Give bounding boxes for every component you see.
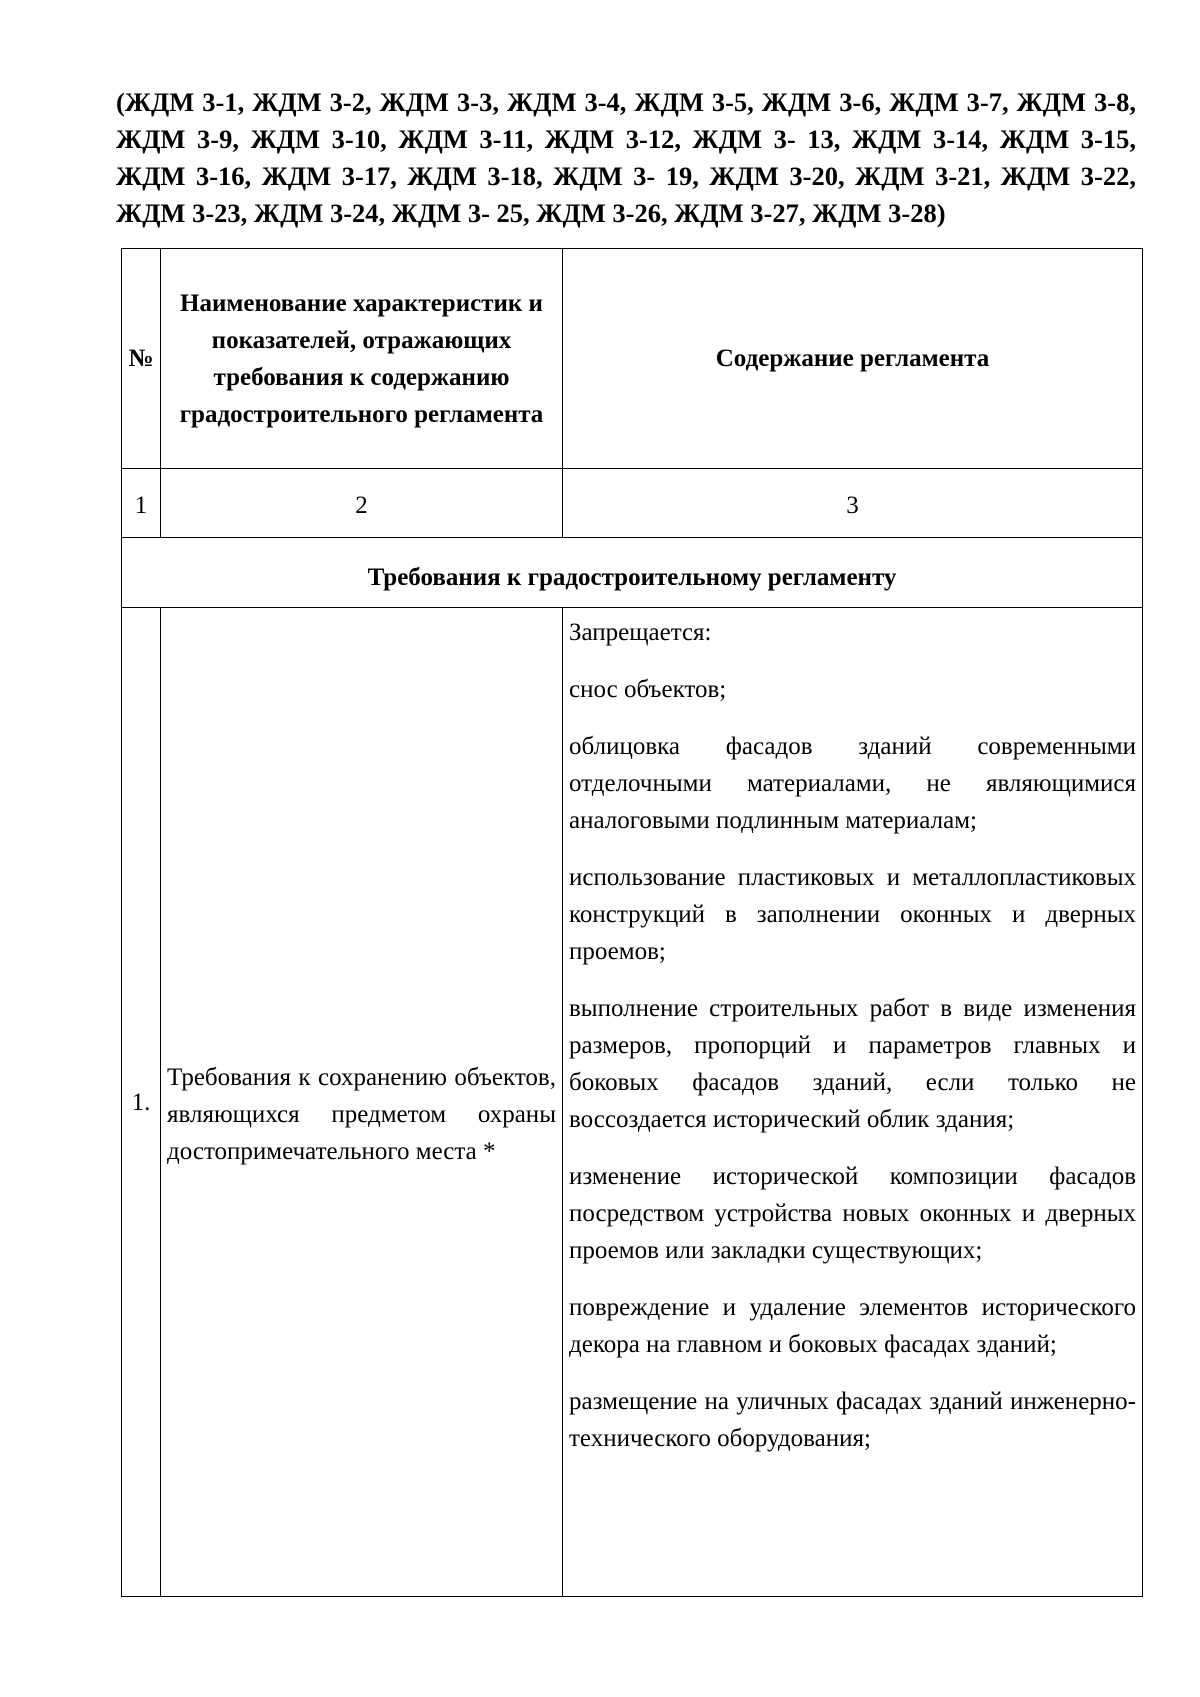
column-number-1: 1 bbox=[122, 469, 161, 538]
document-heading: (ЖДМ 3-1, ЖДМ 3-2, ЖДМ 3-3, ЖДМ 3-4, ЖДМ 3-5, ЖДМ 3-6, ЖДМ 3-7, ЖДМ 3-8, ЖДМ 3-9, ЖДМ 3-10, ЖДМ 3-11, ЖДМ 3-12, ЖДМ 3- 13, ЖДМ 3-14, ЖДМ 3-15, ЖДМ 3-16, ЖДМ 3-17, ЖДМ 3-18, ЖДМ 3- 19, ЖДМ 3-20, ЖДМ 3-21, ЖДМ 3-22, ЖДМ 3-23, ЖДМ 3-24, ЖДМ 3- 25, ЖДМ 3-26, ЖДМ 3-27, ЖДМ 3-28) bbox=[116, 87, 1136, 228]
list-item: использование пластиковых и металлопластиковых конструкций в заполнении оконных и дверных проемов; bbox=[569, 864, 1136, 965]
column-number-row bbox=[122, 469, 1143, 538]
table-row bbox=[122, 608, 1143, 1597]
column-number-3: 3 bbox=[563, 469, 1143, 538]
list-item: Запрещается: bbox=[569, 619, 712, 646]
row-characteristic-name: Требования к сохранению объектов, являющихся предметом охраны достопримечательного места * bbox=[161, 608, 563, 1597]
regulation-table bbox=[121, 248, 1143, 1597]
list-item: размещение на уличных фасадах зданий инженерно-технического оборудования; bbox=[569, 1388, 1136, 1452]
column-number-2: 2 bbox=[161, 469, 563, 538]
list-item: повреждение и удаление элементов исторического декора на главном и боковых фасадах зданий; bbox=[569, 1294, 1136, 1358]
row-number: 1. bbox=[122, 608, 161, 1597]
list-item: облицовка фасадов зданий современными отделочными материалами, не являющимися аналоговыми подлинным материалам; bbox=[569, 733, 1136, 834]
list-item: выполнение строительных работ в виде изменения размеров, пропорций и параметров главных и боковых фасадов зданий, если только не воссоздается исторический облик здания; bbox=[569, 995, 1136, 1133]
list-item: изменение исторической композиции фасадов посредством устройства новых оконных и дверных проемов или закладки существующих; bbox=[569, 1163, 1136, 1264]
header-num: № bbox=[122, 249, 161, 469]
section-title-row bbox=[122, 538, 1143, 608]
section-title: Требования к градостроительному регламенту bbox=[122, 538, 1143, 608]
row-regulation-content bbox=[563, 608, 1143, 1597]
header-characteristics: Наименование характеристик и показателей, отражающих требования к содержанию градостроительного регламента bbox=[161, 249, 563, 469]
header-content: Содержание регламента bbox=[563, 249, 1143, 469]
table-header-row bbox=[122, 249, 1143, 469]
list-item: снос объектов; bbox=[569, 676, 727, 703]
